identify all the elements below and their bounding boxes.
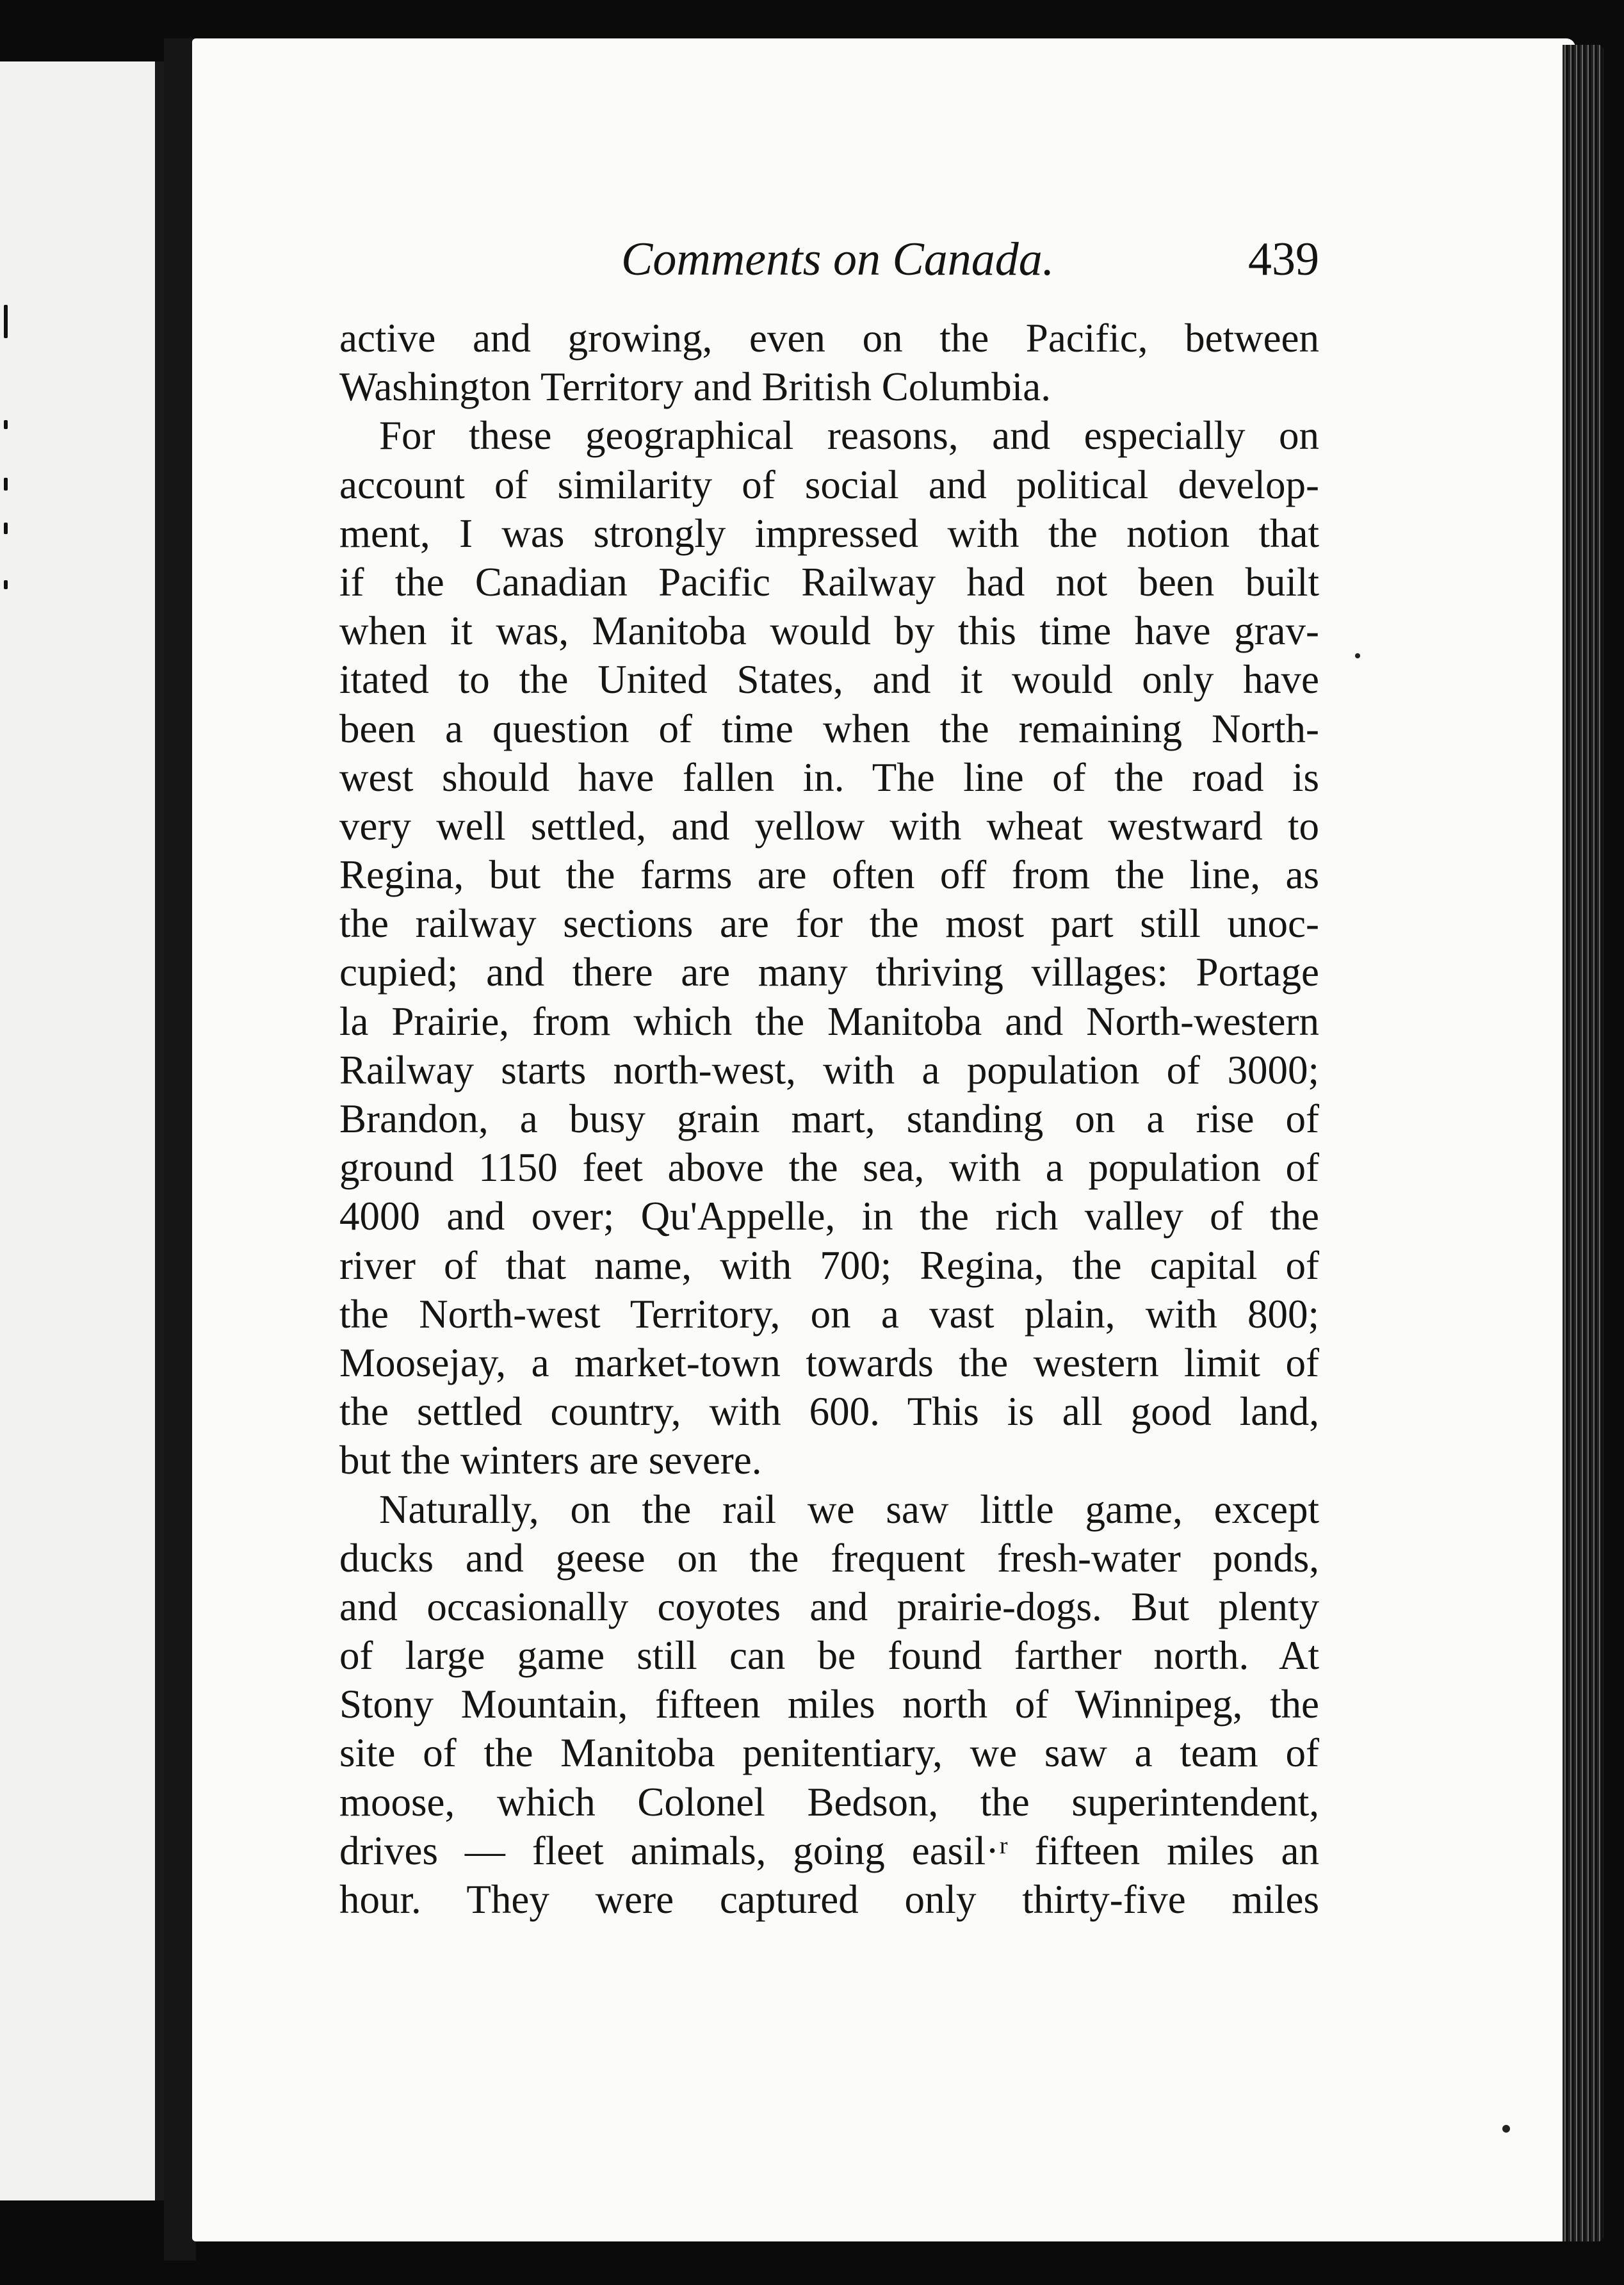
text-line: when it was, Manitoba would by this time have grav-: [339, 608, 1319, 654]
text-line: 4000 and over; Qu'Appelle, in the rich valley of the: [339, 1194, 1319, 1239]
text-line: the settled country, with 600. This is all good land,: [339, 1389, 1319, 1435]
body-text: [339, 314, 1319, 1924]
running-title: Comments on Canada.: [621, 233, 1055, 286]
text-line: Brandon, a busy grain mart, standing on a rise of: [339, 1096, 1319, 1141]
text-line: the railway sections are for the most part still unoc-: [339, 901, 1319, 947]
ink-speck: [1502, 2125, 1510, 2133]
text-line: been a question of time when the remaining North-: [339, 706, 1319, 751]
text-line: Railway starts north-west, with a population of 3000;: [339, 1047, 1319, 1093]
text-line: Moosejay, a market-town towards the western limit of: [339, 1340, 1319, 1385]
previous-page-edge: [0, 61, 164, 2200]
page-number: 439: [1248, 233, 1319, 286]
text-line: itated to the United States, and it would only have: [339, 657, 1319, 703]
ink-mark: [4, 420, 8, 429]
text-line: Naturally, on the rail we saw little game, except: [379, 1486, 1319, 1532]
text-line: the North-west Territory, on a vast plain, with 800;: [339, 1291, 1319, 1337]
page-stack-edge: [1563, 45, 1604, 2241]
text-line: ducks and geese on the frequent fresh-water ponds,: [339, 1535, 1319, 1581]
text-line: Regina, but the farms are often off from the line, as: [339, 852, 1319, 898]
text-line: Washington Territory and British Columbia.: [339, 364, 1051, 410]
text-line: For these geographical reasons, and especially on: [379, 413, 1319, 459]
ink-mark: [4, 580, 8, 589]
text-line: and occasionally coyotes and prairie-dogs. But plenty: [339, 1584, 1319, 1629]
text-line: ment, I was strongly impressed with the notion that: [339, 510, 1319, 556]
text-line: cupied; and there are many thriving villages: Portage: [339, 950, 1319, 995]
text-line: active and growing, even on the Pacific, between: [339, 316, 1319, 361]
text-line: site of the Manitoba penitentiary, we saw a team of: [339, 1730, 1319, 1776]
text-line: very well settled, and yellow with wheat westward to: [339, 803, 1319, 849]
text-line: but the winters are severe.: [339, 1438, 762, 1483]
ink-mark: [4, 305, 8, 338]
text-line: Stony Mountain, fifteen miles north of Winnipeg, the: [339, 1682, 1319, 1727]
book-gutter: [164, 38, 196, 2261]
text-line: drives — fleet animals, going easil·ʳ fifteen miles an: [339, 1828, 1319, 1873]
text-line: moose, which Colonel Bedson, the superintendent,: [339, 1779, 1319, 1825]
ink-mark: [4, 478, 8, 491]
text-line: west should have fallen in. The line of the road is: [339, 754, 1319, 800]
text-line: hour. They were captured only thirty-five miles: [339, 1877, 1319, 1922]
text-line: of large game still can be found farther north. At: [339, 1633, 1319, 1679]
ink-speck: [1355, 653, 1360, 658]
text-line: la Prairie, from which the Manitoba and North-western: [339, 998, 1319, 1044]
text-line: if the Canadian Pacific Railway had not been built: [339, 559, 1319, 605]
text-line: river of that name, with 700; Regina, the capital of: [339, 1242, 1319, 1288]
text-line: ground 1150 feet above the sea, with a population of: [339, 1145, 1319, 1191]
text-line: account of similarity of social and political develop-: [339, 462, 1319, 507]
ink-mark: [4, 523, 8, 534]
running-header: [339, 224, 1319, 295]
